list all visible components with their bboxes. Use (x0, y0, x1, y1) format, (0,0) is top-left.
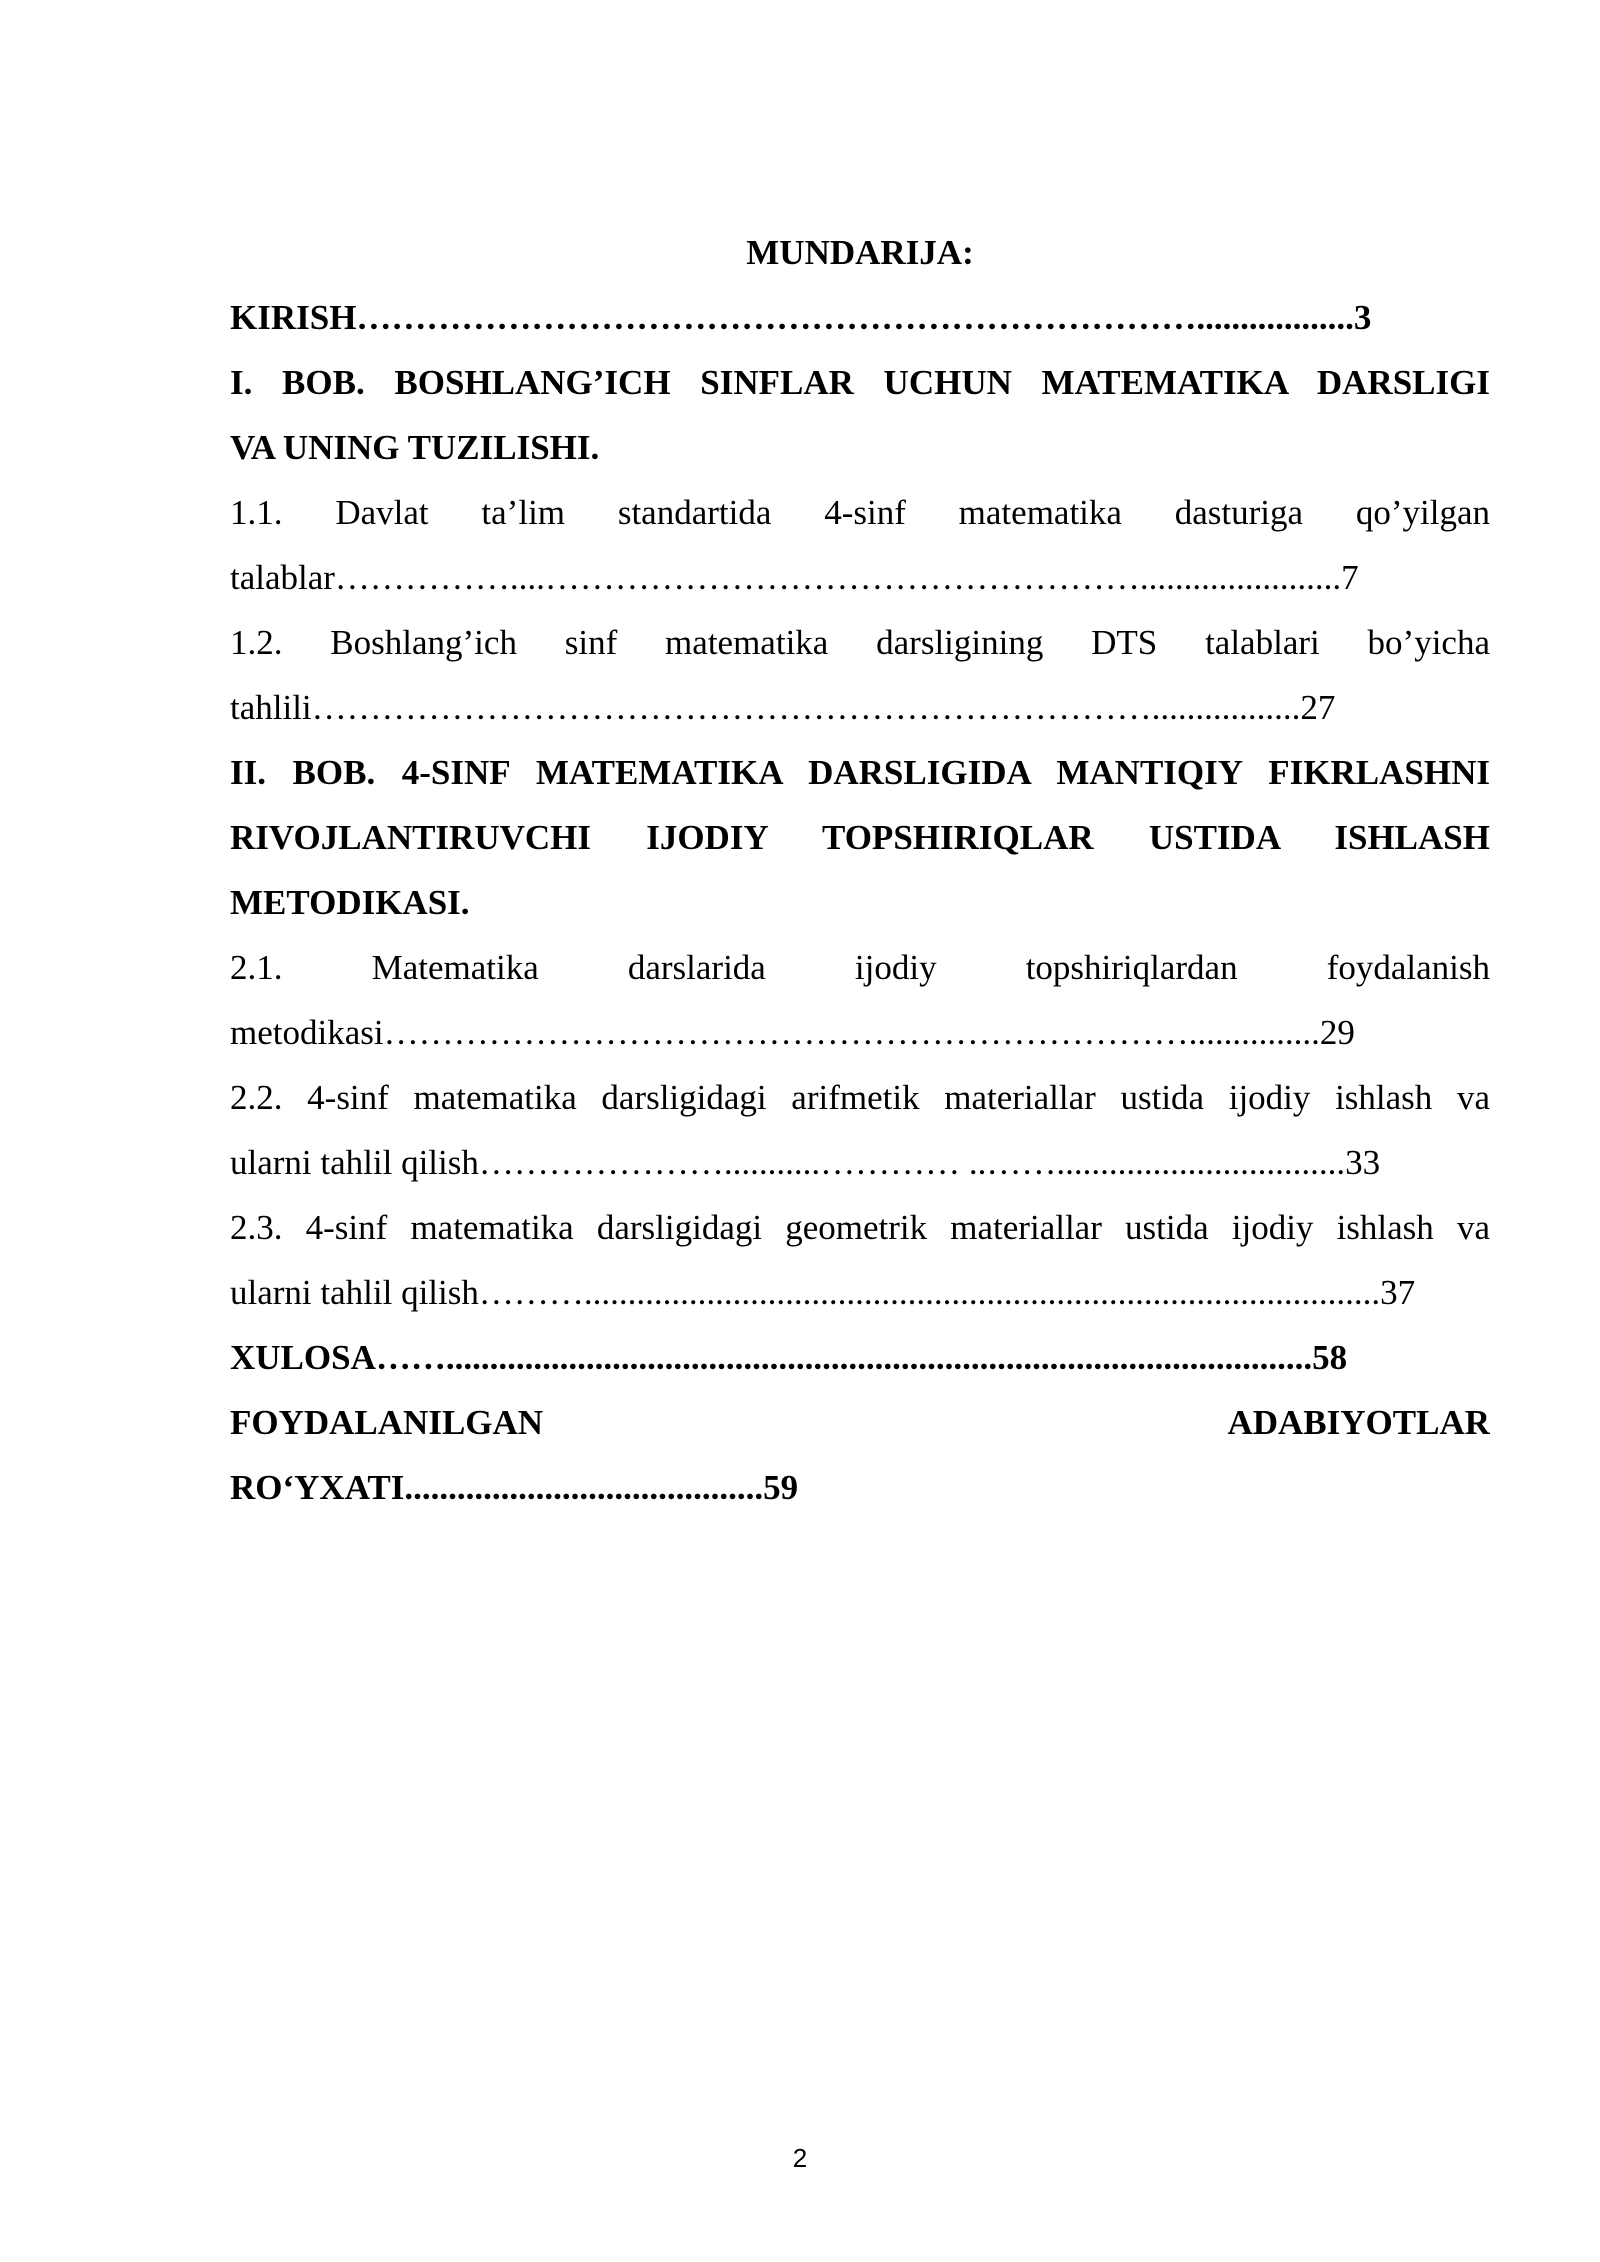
toc-line: II. BOB. 4-SINF MATEMATIKA DARSLIGIDA MANTIQIY FIKRLASHNI (230, 753, 1490, 792)
toc-line: RO‘YXATI.........................................59 (230, 1468, 799, 1507)
toc-line: RIVOJLANTIRUVCHI IJODIY TOPSHIRIQLAR USTIDA ISHLASH (230, 818, 1490, 857)
toc-line: XULOSA……...................................................................................................58 (230, 1338, 1348, 1377)
toc-line: 2.3. 4-sinf matematika darsligidagi geometrik materiallar ustida ijodiy ishlash va (230, 1208, 1490, 1247)
toc-line: metodikasi……………………………………………………………...............29 (230, 1013, 1355, 1052)
toc-line: I. BOB. BOSHLANG’ICH SINFLAR UCHUN MATEMATIKA DARSLIGI (230, 363, 1490, 402)
toc-line: 2.2. 4-sinf matematika darsligidagi arifmetik materiallar ustida ijodiy ishlash va (230, 1078, 1490, 1117)
toc-line: 1.1. Davlat ta’lim standartida 4-sinf matematika dasturiga qo’yilgan (230, 493, 1490, 532)
table-of-contents (230, 220, 1490, 1520)
toc-line: talablar……………....…………………………………………….......................7 (230, 558, 1359, 597)
toc-line: FOYDALANILGAN ADABIYOTLAR (230, 1403, 1490, 1442)
toc-line: 1.2. Boshlang’ich sinf matematika darsligining DTS talablari bo’yicha (230, 623, 1490, 662)
toc-heading: MUNDARIJA: (746, 233, 974, 272)
toc-line: VA UNING TUZILISHI. (230, 428, 600, 467)
toc-line: 2.1. Matematika darslarida ijodiy topshiriqlardan foydalanish (230, 948, 1490, 987)
toc-line: KIRISH………………………………………………………………..................3 (230, 298, 1372, 337)
toc-line: ularni tahlil qilish…………………...........………… ..…….................................33 (230, 1143, 1381, 1182)
toc-line: METODIKASI. (230, 883, 470, 922)
toc-line: ularni tahlil qilish………...........................................................................................37 (230, 1273, 1416, 1312)
toc-line: tahlili……………………………………………………………….................27 (230, 688, 1336, 727)
page-number: 2 (792, 2143, 808, 2173)
toc-entries (230, 285, 1490, 1520)
